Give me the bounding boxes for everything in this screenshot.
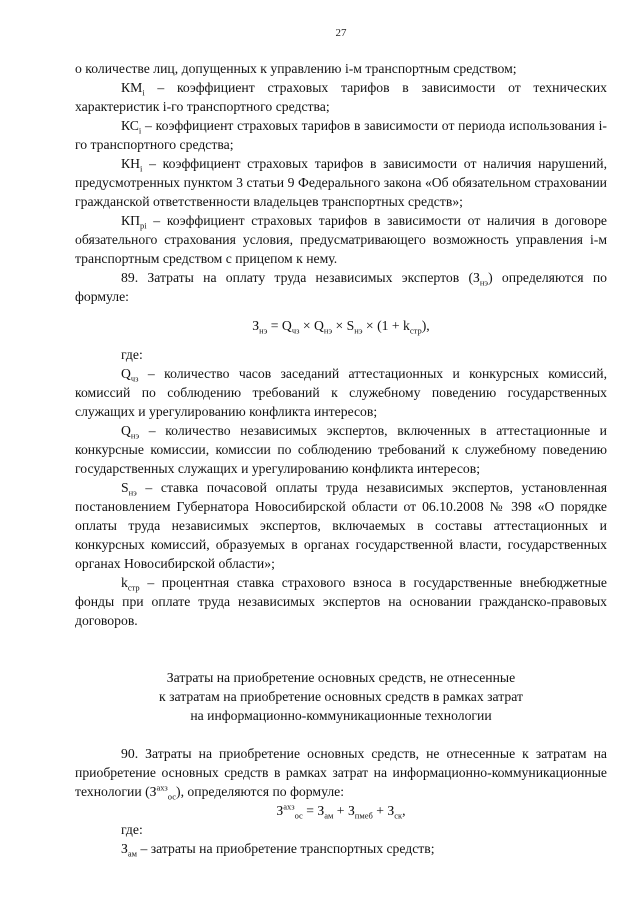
- symbol-kn: КН: [121, 156, 141, 171]
- section-heading-line-2: к затратам на приобретение основных средств в рамках затрат: [159, 689, 523, 704]
- formula-fixed-assets: $З^{ахз}_{ос} = З_{ам} + З_{пмеб} + З_{ск}$,: [276, 801, 406, 821]
- symbol-kp: КП: [121, 213, 141, 228]
- definition-q-experts: $Q_{нэ}$ – количество независимых экспертов, включенных в аттестационные и конкурсные комиссии, комиссии по соблюдению требований к служебному поведению государственных служащих и урегулированию конфликта интересов;: [75, 423, 607, 476]
- symbol-km: КМ: [121, 80, 143, 95]
- definition-kn: $КН_i$ – коэффициент страховых тарифов в зависимости от наличия нарушений, предусмотренных пунктом 3 статьи 9 Федерального закона «Об обязательном страховании гражданской ответственности владельцев транспортных средств»;: [75, 156, 607, 209]
- section-heading-line-3: на информационно-коммуникационные технологии: [190, 708, 492, 723]
- where-label-2: где:: [121, 822, 143, 837]
- page-number: 27: [335, 27, 347, 39]
- section-heading-line-1: Затраты на приобретение основных средств, не отнесенные: [166, 670, 516, 685]
- paragraph-driver-count: о количестве лиц, допущенных к управлению i-м транспортным средством;: [75, 61, 517, 76]
- definition-k-rate: $k_{стр}$ – процентная ставка страхового взноса в государственные внебюджетные фонды при оплате труда независимых экспертов на основании гражданско-правовых договоров.: [75, 575, 607, 628]
- symbol-ks: КС: [121, 118, 139, 133]
- definition-km: $КМ_i$ – коэффициент страховых тарифов в зависимости от технических характеристик i-го транспортного средства;: [75, 80, 607, 114]
- paragraph-90: 90. Затраты на приобретение основных средств, не отнесенные к затратам на приобретение основных средств в рамках затрат на информационно-коммуникационные технологии $(З^{ахз}_{ос})$, определяются по формуле:: [75, 746, 607, 802]
- definition-ks: $КС_i$ – коэффициент страховых тарифов в зависимости от периода использования i-го транспортного средства;: [75, 118, 607, 152]
- definition-z-am: $З_{ам}$ – затраты на приобретение транспортных средств;: [121, 841, 435, 859]
- formula-experts: $З_{нэ} = Q_{чз} \times Q_{нэ} \times S_{нэ} \times (1 + k_{стр})$,: [252, 318, 430, 336]
- paragraph-89: 89. Затраты на оплату труда независимых экспертов $(З_{нэ})$ определяются по формуле:: [75, 270, 607, 304]
- definition-s-rate: $S_{нэ}$ – ставка почасовой оплаты труда независимых экспертов, установленная постановлением Губернатора Новосибирской области от 06.10.2008 № 398 «О порядке оплаты труда независимых экспертов, включаемых в составы аттестационных и конкурсных комиссий, образуемых в органах государственной власти, государственных органах Новосибирской области»;: [75, 480, 607, 571]
- definition-q-hours: $Q_{чз}$ – количество часов заседаний аттестационных и конкурсных комиссий, комиссий по соблюдению требований к служебному поведению государственных служащих и урегулированию конфликта интересов;: [75, 366, 607, 419]
- where-label-1: где:: [121, 347, 143, 362]
- definition-kp: $КП_{pi}$ – коэффициент страховых тарифов в зависимости от наличия в договоре обязательного страхования условия, предусматривающего возможность управления i-м транспортным средством с прицепом к нему.: [75, 213, 607, 266]
